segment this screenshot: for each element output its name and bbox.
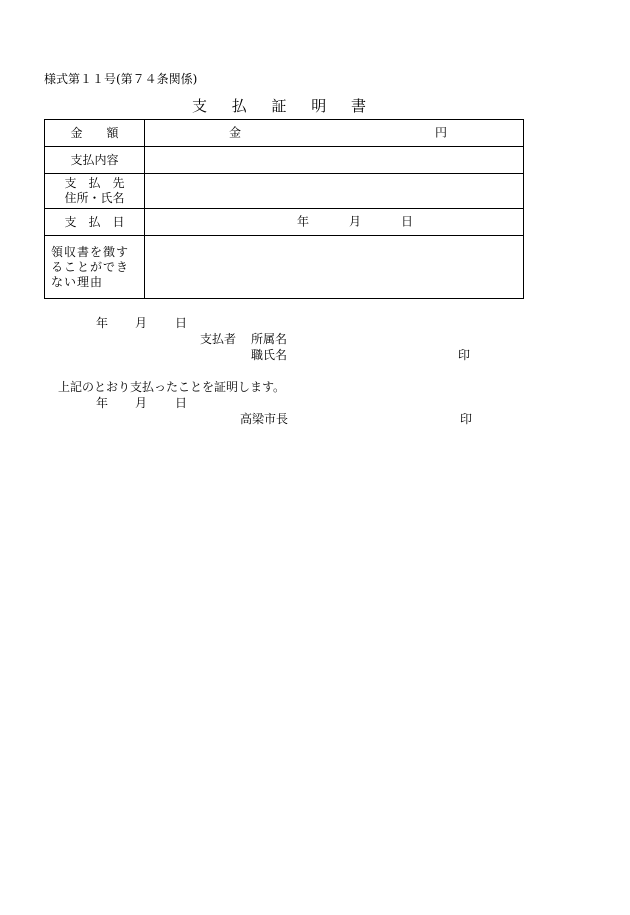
form-number: 様式第１１号(第７４条関係) bbox=[44, 72, 198, 86]
payee-label bbox=[45, 174, 145, 209]
title-name-label: 職氏名 bbox=[251, 348, 288, 362]
reason-row bbox=[45, 236, 524, 299]
payer-date-year: 年 bbox=[96, 316, 109, 330]
content-field[interactable] bbox=[145, 147, 524, 174]
payer-label: 支払者 bbox=[200, 332, 237, 346]
date-year: 年 bbox=[297, 214, 310, 229]
amount-field[interactable] bbox=[145, 120, 524, 147]
mayor-seal: 印 bbox=[460, 412, 473, 426]
reason-field[interactable] bbox=[145, 236, 524, 299]
date-row bbox=[45, 209, 524, 236]
cert-date-day: 日 bbox=[175, 396, 188, 410]
cert-date-year: 年 bbox=[96, 396, 109, 410]
reason-line-1: 領収書を徴す bbox=[51, 244, 130, 259]
amount-label: 金 額 bbox=[45, 120, 145, 147]
content-label: 支払内容 bbox=[45, 147, 145, 174]
amount-prefix: 金 bbox=[229, 125, 242, 140]
date-label: 支 払 日 bbox=[45, 209, 145, 236]
reason-line-3: ない理由 bbox=[51, 274, 104, 289]
amount-row bbox=[45, 120, 524, 147]
payer-seal: 印 bbox=[458, 348, 471, 362]
payee-label-line-1: 支 払 先 bbox=[64, 176, 125, 190]
department-label: 所属名 bbox=[251, 332, 288, 346]
document-title: 支 払 証 明 書 bbox=[191, 97, 377, 115]
reason-label bbox=[45, 236, 145, 299]
date-month: 月 bbox=[349, 214, 362, 229]
payment-certificate-table bbox=[44, 119, 524, 299]
mayor-label: 高梁市長 bbox=[240, 412, 289, 426]
certification-statement: 上記のとおり支払ったことを証明します。 bbox=[58, 380, 286, 394]
date-day: 日 bbox=[401, 214, 414, 229]
payee-field[interactable] bbox=[145, 174, 524, 209]
cert-date-month: 月 bbox=[135, 396, 148, 410]
amount-unit: 円 bbox=[435, 125, 448, 140]
payee-row bbox=[45, 174, 524, 209]
payee-label-line-2: 住所・氏名 bbox=[64, 191, 125, 205]
content-row bbox=[45, 147, 524, 174]
reason-line-2: ることができ bbox=[51, 259, 130, 274]
date-field[interactable] bbox=[145, 209, 524, 236]
payer-date-day: 日 bbox=[175, 316, 188, 330]
payer-date-month: 月 bbox=[135, 316, 148, 330]
